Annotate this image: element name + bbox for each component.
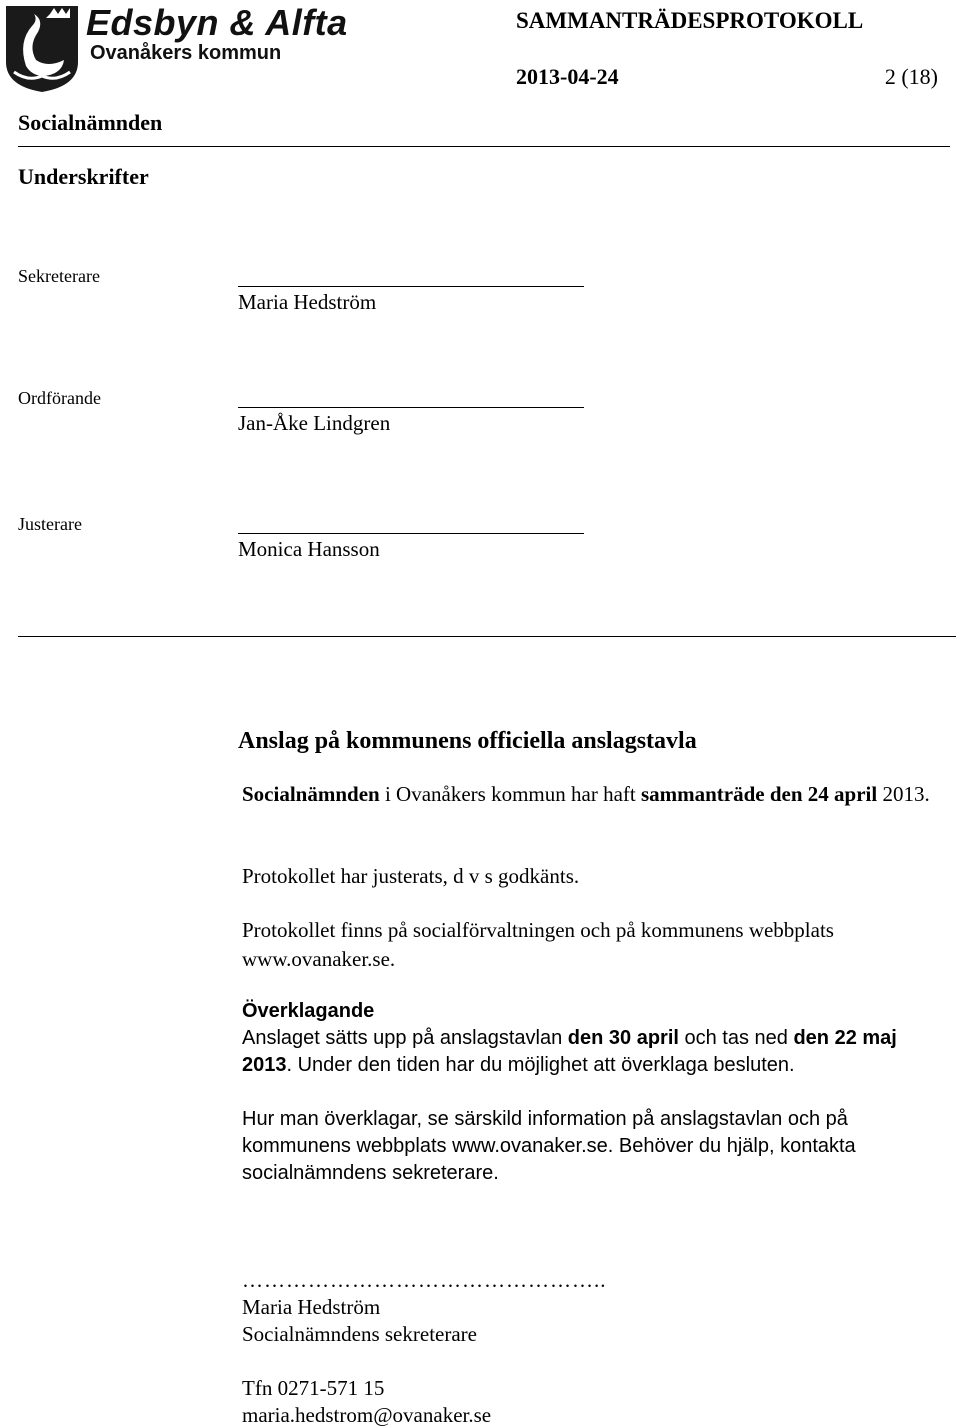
notice-title: Anslag på kommunens officiella anslagstavla bbox=[238, 728, 697, 754]
signature-dots: ………………………………………….. bbox=[242, 1268, 607, 1292]
contact-phone: Tfn 0271-571 15 bbox=[242, 1376, 385, 1400]
signatures-heading: Underskrifter bbox=[18, 164, 149, 189]
notice-paragraph-meeting bbox=[242, 780, 942, 809]
contact-name: Maria Hedström bbox=[242, 1295, 381, 1319]
signature-line bbox=[238, 533, 584, 534]
text-span: i Ovanåkers kommun har haft bbox=[379, 782, 641, 806]
municipality-logo bbox=[4, 2, 364, 94]
text-span: . Under den tiden har du möjlighet att överklaga besluten. bbox=[286, 1054, 795, 1076]
appeal-heading: Överklagande bbox=[242, 1000, 375, 1022]
signer-name: Jan-Åke Lindgren bbox=[238, 411, 391, 435]
text-span: 2013. bbox=[877, 782, 930, 806]
swan-crown-emblem-icon bbox=[4, 2, 80, 94]
role-label-secretary: Sekreterare bbox=[18, 266, 100, 286]
role-label-adjuster: Justerare bbox=[18, 514, 82, 534]
notice-paragraph-approved: Protokollet har justerats, d v s godkänts. bbox=[242, 864, 580, 888]
header-divider bbox=[18, 146, 950, 147]
page-number: 2 (18) bbox=[884, 64, 938, 89]
committee-ref: Socialnämnden bbox=[242, 782, 380, 806]
posting-date: den 30 april bbox=[567, 1027, 679, 1049]
signature-line bbox=[238, 286, 584, 287]
document-date: 2013-04-24 bbox=[516, 64, 619, 89]
text-span: och tas ned bbox=[678, 1027, 794, 1049]
contact-title: Socialnämndens sekreterare bbox=[242, 1322, 477, 1346]
signature-line bbox=[238, 407, 584, 408]
signer-name: Maria Hedström bbox=[238, 290, 377, 314]
contact-email[interactable]: maria.hedstrom@ovanaker.se bbox=[242, 1403, 492, 1427]
committee-name: Socialnämnden bbox=[18, 110, 163, 135]
removal-date: den 22 maj 2013 bbox=[242, 1027, 897, 1076]
logo-name: Edsbyn & Alfta bbox=[86, 2, 348, 43]
meeting-date: sammanträde den 24 april bbox=[640, 782, 878, 806]
role-label-chair: Ordförande bbox=[18, 388, 101, 408]
section-divider bbox=[18, 636, 956, 637]
signer-name: Monica Hansson bbox=[238, 537, 380, 561]
notice-paragraph-availability: Protokollet finns på socialförvaltningen och på kommunens webbplats www.ovanaker.se. bbox=[242, 918, 834, 971]
logo-subtitle: Ovanåkers kommun bbox=[90, 42, 282, 64]
notice-paragraph-posting bbox=[242, 1025, 942, 1079]
notice-paragraph-appeal-info: Hur man överklagar, se särskild information på anslagstavlan och på kommunens webbplats www.ovanaker.se. Behöver du hjälp, kontakta socialnämndens sekreterare. bbox=[242, 1108, 856, 1184]
text-span: Anslaget sätts upp på anslagstavlan bbox=[242, 1027, 568, 1049]
protocol-title: SAMMANTRÄDESPROTOKOLL bbox=[516, 8, 864, 33]
